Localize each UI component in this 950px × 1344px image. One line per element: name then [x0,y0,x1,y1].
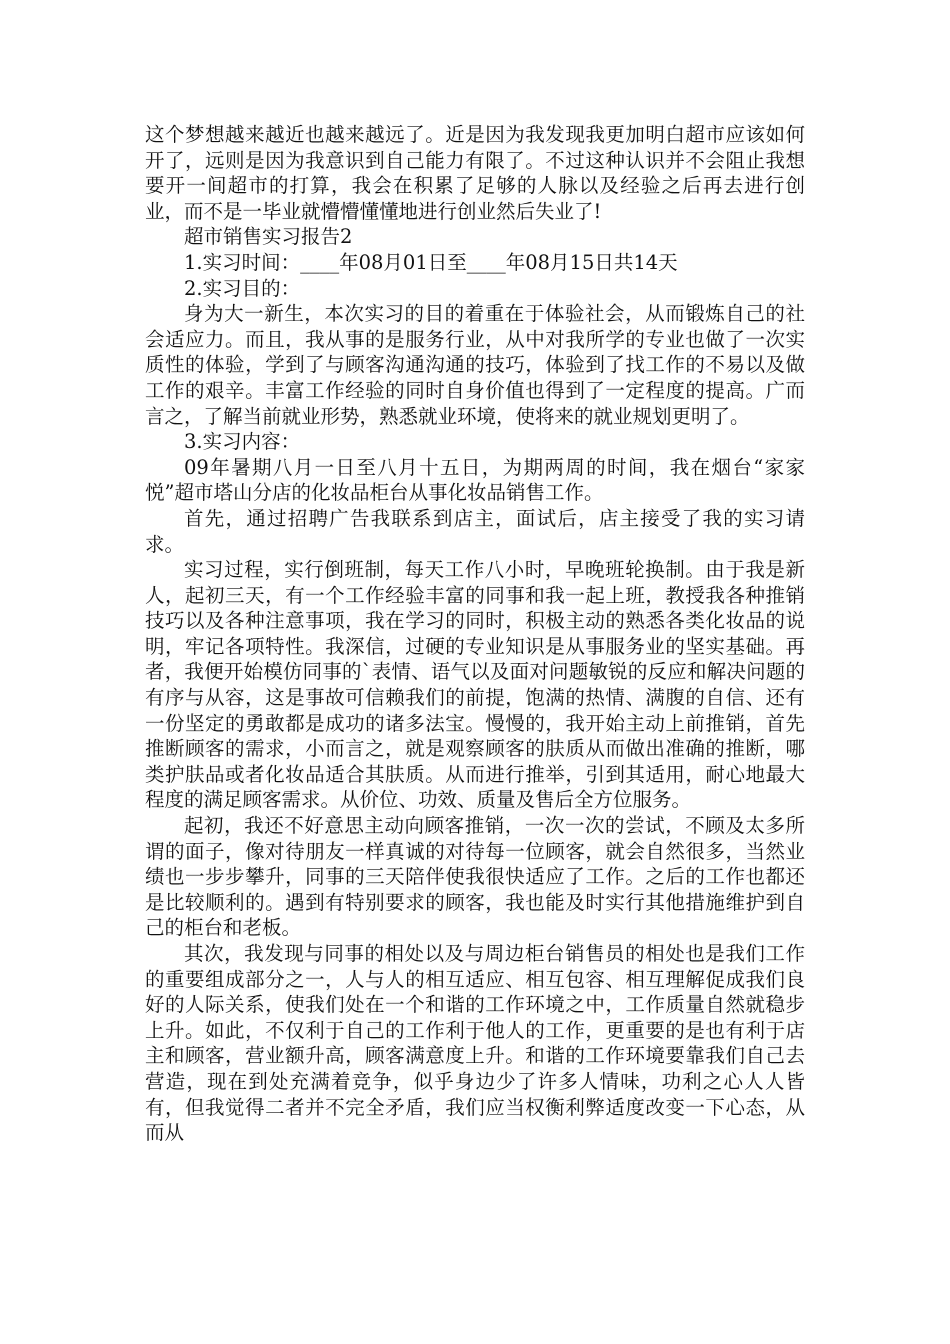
internship-time: 1.实习时间：____年08月01日至____年08月15日共14天 [184,250,678,274]
report-title: 超市销售实习报告2 [184,225,353,249]
paragraph-continued: 这个梦想越来越近也越来越远了。近是因为我发现我更加明白超市应该如何开了，远则是因为我意识到自己能力有限了。不过这种认识并不会阻止我想要开一间超市的打算，我会在积累了足够的人脉以及经验之后再去进行创业，而不是一毕业就懵懵懂懂地进行创业然后失业了! [145,123,805,223]
internship-purpose-paragraph: 身为大一新生，本次实习的目的着重在于体验社会，从而锻炼自己的社会适应力。而且，我从事的是服务行业，从中对我所学的专业也做了一次实质性的体验，学到了与顾客沟通沟通的技巧，体验到了找工作的不易以及做工作的艰辛。丰富工作经验的同时自身价值也得到了一定程度的提高。广而言之，了解当前就业形势，熟悉就业环境，使将来的就业规划更明了。 [145,302,805,428]
document-body [145,122,805,1146]
paragraph-second: 其次，我发现与同事的相处以及与周边柜台销售员的相处也是我们工作的重要组成部分之一，人与人的相互适应、相互包容、相互理解促成我们良好的人际关系，使我们处在一个和谐的工作环境之中，工作质量自然就稳步上升。如此，不仅利于自己的工作利于他人的工作，更重要的是也有利于店主和顾客，营业额升高，顾客满意度上升。和谐的工作环境要靠我们自己去营造，现在到处充满着竞争，似乎身边少了许多人情味，功利之心人人皆有，但我觉得二者并不完全矛盾，我们应当权衡利弊适度改变一下心态，从而从 [145,942,805,1145]
paragraph-beginning: 起初，我还不好意思主动向顾客推销，一次一次的尝试，不顾及太多所谓的面子，像对待朋友一样真诚的对待每一位顾客，就会自然很多，当然业绩也一步步攀升，同事的三天陪伴使我很快适应了工作。之后的工作也都还是比较顺利的。遇到有特别要求的顾客，我也能及时实行其他措施维护到自己的柜台和老板。 [145,814,805,940]
paragraph-first: 首先，通过招聘广告我联系到店主，面试后，店主接受了我的实习请求。 [145,506,805,556]
internship-purpose-heading: 2.实习目的： [184,276,301,300]
paragraph-period: 09年暑期八月一日至八月十五日，为期两周的时间，我在烟台“家家悦”超市塔山分店的化妆品柜台从事化妆品销售工作。 [145,455,805,505]
internship-content-heading: 3.实习内容： [184,430,301,454]
paragraph-process: 实习过程，实行倒班制，每天工作八小时，早晚班轮换制。由于我是新人，起初三天，有一个工作经验丰富的同事和我一起上班，教授我各种推销技巧以及各种注意事项，我在学习的同时，积极主动的熟悉各类化妆品的说明，牢记各项特性。我深信，过硬的专业知识是从事服务业的坚实基础。再者，我便开始模仿同事的`表情、语气以及面对问题敏锐的反应和解决问题的有序与从容，这是事故可信赖我们的前提，饱满的热情、满腹的自信、还有一份坚定的勇敢都是成功的诸多法宝。慢慢的，我开始主动上前推销，首先推断顾客的需求，小而言之，就是观察顾客的肤质从而做出准确的推断，哪类护肤品或者化妆品适合其肤质。从而进行推举，引到其适用，耐心地最大程度的满足顾客需求。从价位、功效、质量及售后全方位服务。 [145,558,805,812]
